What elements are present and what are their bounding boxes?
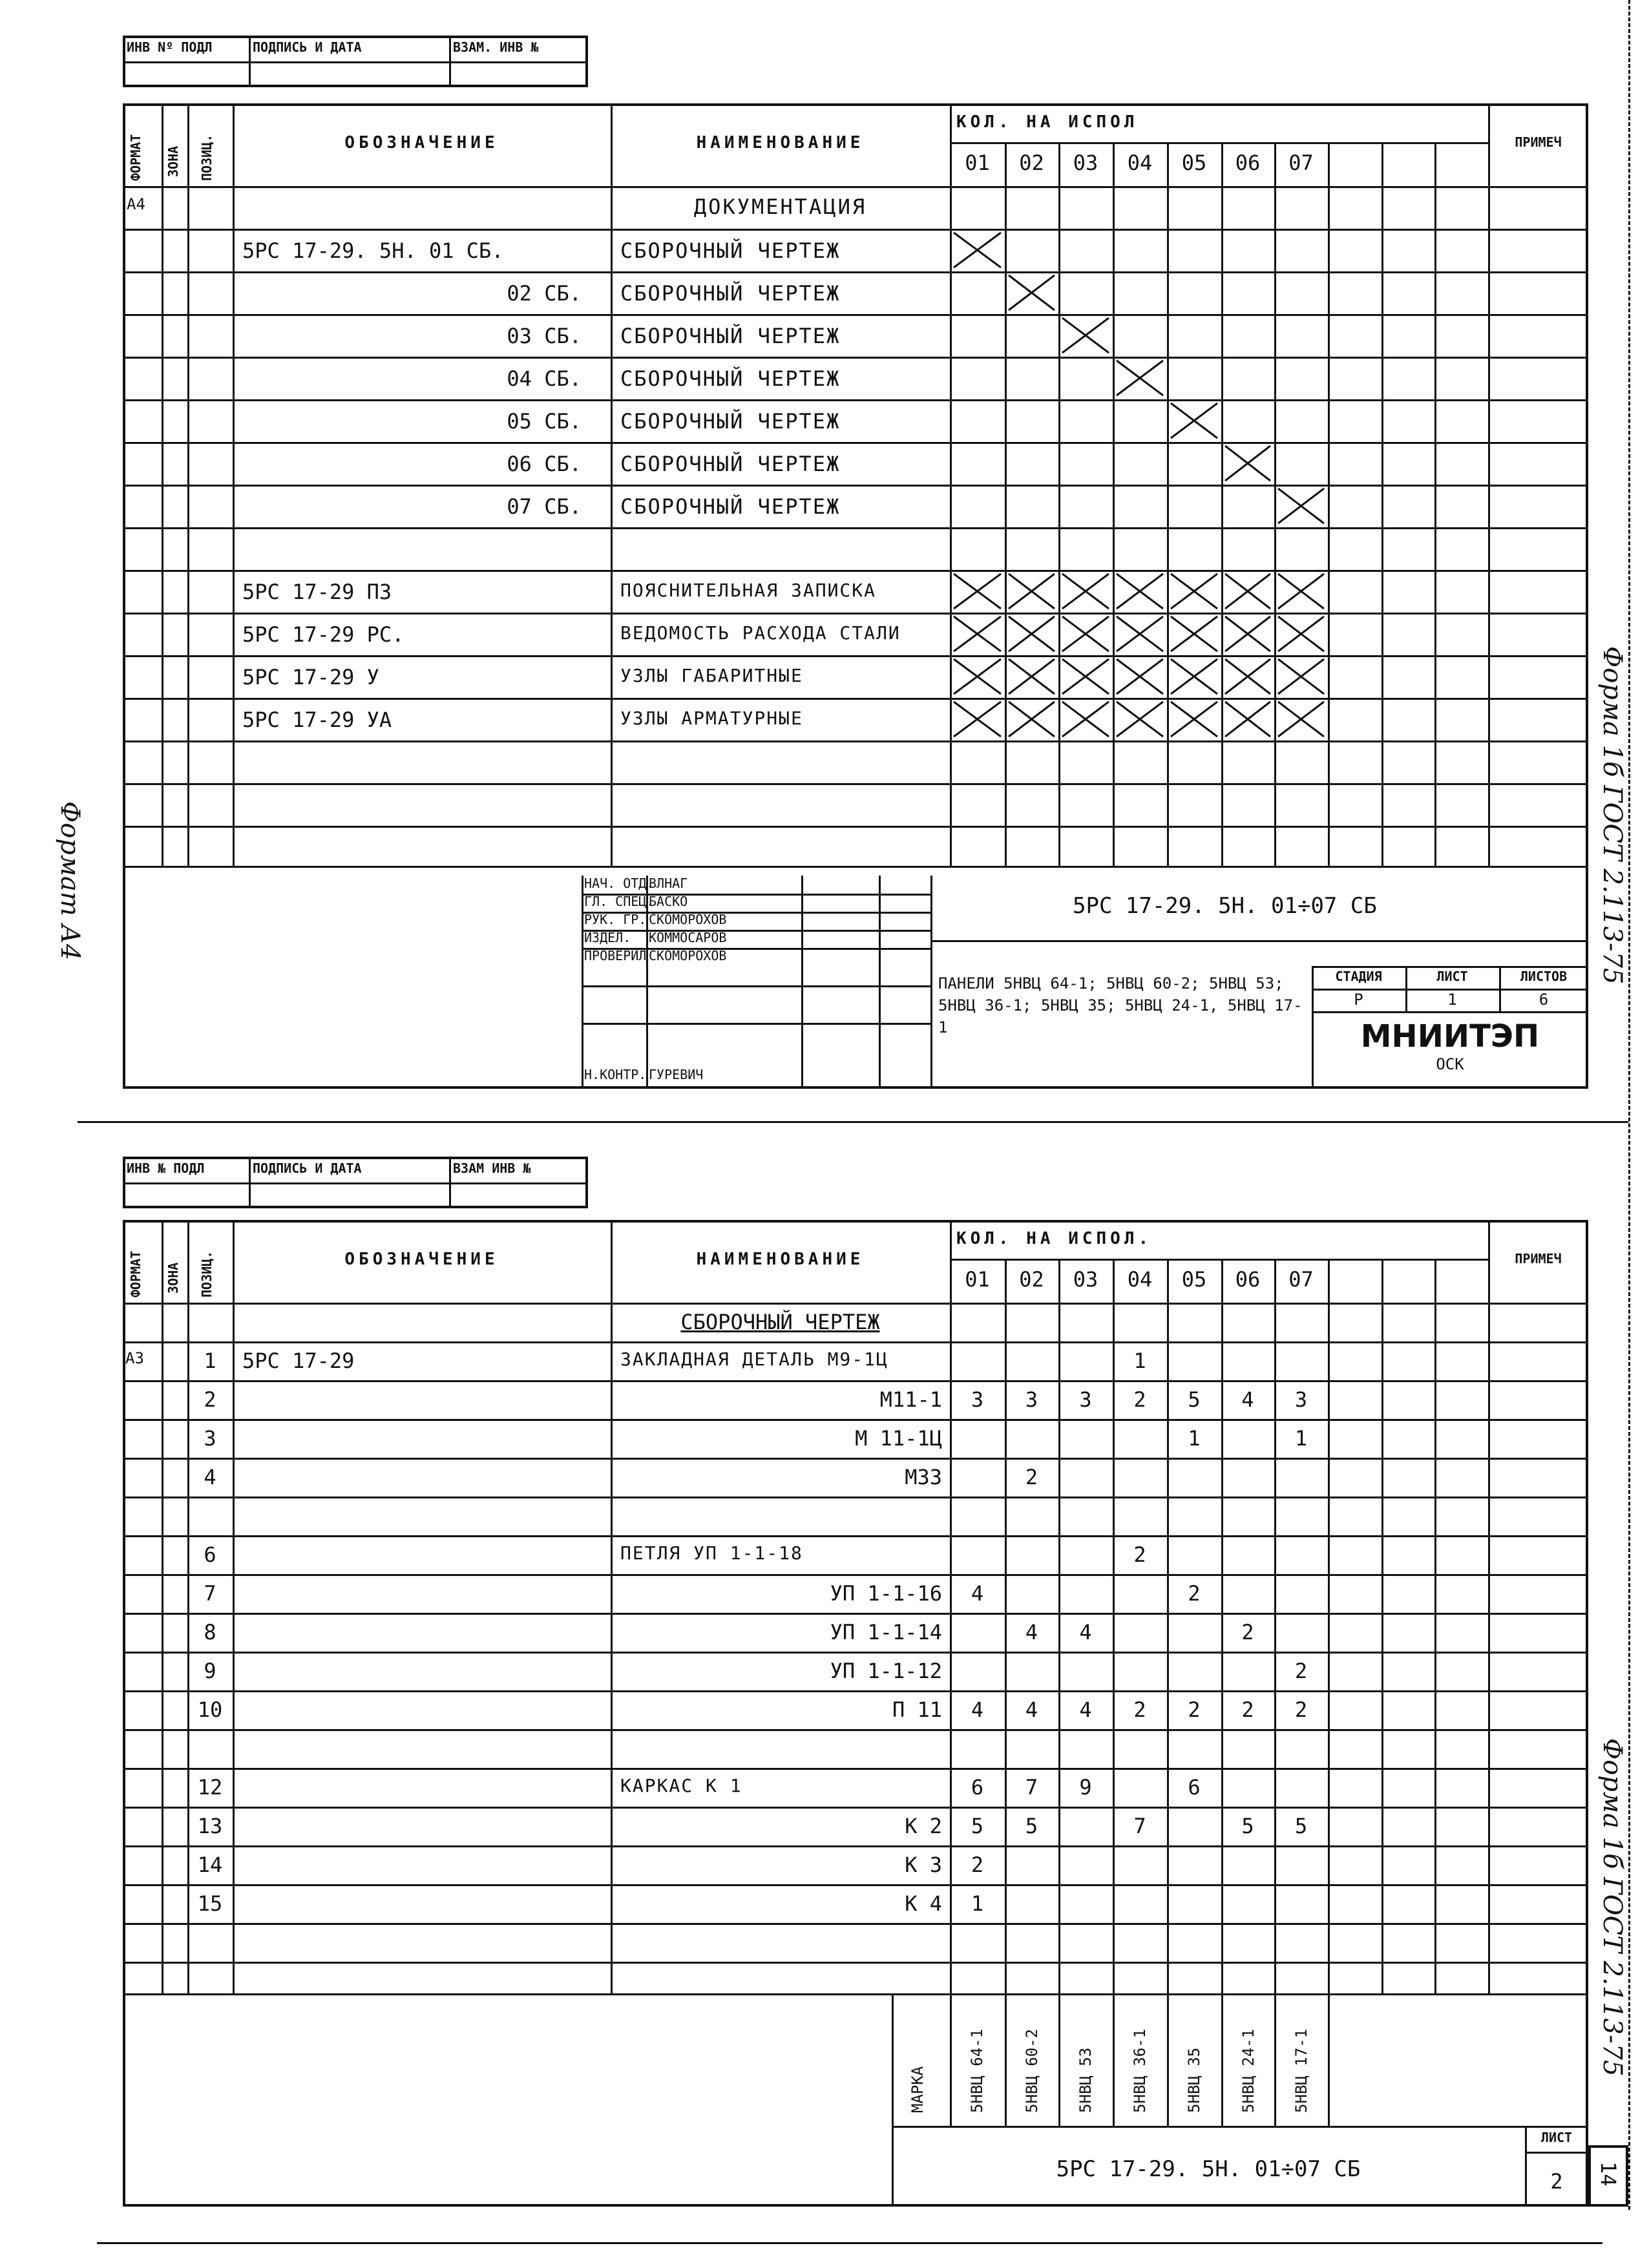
- grid-line: [582, 876, 583, 1089]
- stamp-role: НАЧ. ОТД.: [584, 876, 655, 891]
- grid-line: [1328, 142, 1330, 866]
- row-name: ПЕТЛЯ УП 1-1-18: [620, 1542, 803, 1564]
- stamp-name: ВЛНАГ: [649, 876, 688, 891]
- cross-mark: [1274, 698, 1328, 740]
- cross-mark: [950, 570, 1005, 613]
- stamp-name: ГУРЕВИЧ: [649, 1067, 704, 1082]
- grid-line: [1113, 142, 1115, 866]
- row-designation: 5РС 17-29 РС.: [242, 622, 404, 647]
- sheet-separator: [78, 1121, 1628, 1123]
- exec-col-02: 02: [1019, 1267, 1044, 1292]
- corner-inv-no: ИНВ № ПОДЛ: [127, 1160, 205, 1176]
- cross-mark: [1167, 399, 1221, 442]
- qty-cell: 5: [1188, 1387, 1201, 1412]
- exec-col-05: 05: [1181, 1267, 1207, 1292]
- qty-cell: 4: [1025, 1620, 1038, 1644]
- right-margin-line: [1628, 0, 1630, 2210]
- stamp-organization: МНИИТЭП: [1360, 1018, 1540, 1055]
- exec-col-03: 03: [1073, 1267, 1098, 1292]
- grid-line: [892, 1993, 894, 2126]
- cross-mark: [1005, 655, 1058, 698]
- header-designation: ОБОЗНАЧЕНИЕ: [344, 1250, 499, 1269]
- grid-line: [1058, 1993, 1060, 2126]
- stamp-line: [582, 985, 930, 987]
- row-designation: 03 СБ.: [507, 324, 582, 348]
- row-name: ЗАКЛАДНАЯ ДЕТАЛЬ М9-1Ц: [620, 1349, 888, 1370]
- stamp-role: ИЗДЕЛ.: [584, 930, 631, 945]
- header-position: ПОЗИЦ.: [199, 1250, 215, 1297]
- row-line: [123, 1652, 1588, 1654]
- qty-cell: 9: [1079, 1775, 1092, 1800]
- row-format: А3: [125, 1349, 144, 1367]
- qty-cell: 6: [971, 1775, 984, 1800]
- header-qty: КОЛ. НА ИСПОЛ.: [956, 1229, 1153, 1248]
- exec-col-02: 02: [1019, 151, 1044, 175]
- row-line: [123, 1419, 1588, 1421]
- qty-cell: 3: [1025, 1387, 1038, 1412]
- row-position: 1: [204, 1349, 216, 1373]
- page-number: 14: [1596, 2161, 1621, 2187]
- corner-replacement-inv: ВЗАМ. ИНВ №: [453, 39, 539, 55]
- row-designation: 04 СБ.: [507, 366, 582, 391]
- marka-2: 5НВЦ 60-2: [1023, 2028, 1041, 2113]
- row-designation: 5РС 17-29 ПЗ: [242, 580, 392, 604]
- row-line: [123, 613, 1588, 614]
- cross-mark: [1274, 485, 1328, 527]
- stamp-line: [582, 1023, 930, 1025]
- row-line: [123, 1729, 1588, 1731]
- qty-cell: 1: [971, 1891, 984, 1916]
- row-position: 13: [197, 1814, 223, 1838]
- row-position: 4: [204, 1465, 216, 1489]
- right-form-note-top: Форма 1б ГОСТ 2.113-75: [1597, 646, 1627, 985]
- qty-cell: 4: [1079, 1697, 1092, 1722]
- body-bottom-line: [123, 866, 1588, 868]
- grid-line: [611, 1220, 613, 1993]
- cross-mark: [1113, 570, 1167, 613]
- cross-mark: [1005, 698, 1058, 740]
- row-line: [123, 1923, 1588, 1925]
- row-name: УЗЛЫ ГАБАРИТНЫЕ: [620, 665, 803, 686]
- row-line: [123, 570, 1588, 572]
- row-name: УП 1-1-12: [830, 1659, 942, 1683]
- grid-line: [1058, 142, 1060, 866]
- grid-line: [801, 876, 803, 1089]
- exec-col-04: 04: [1127, 1267, 1153, 1292]
- exec-col-03: 03: [1073, 151, 1098, 175]
- grid-line: [930, 876, 932, 1089]
- cross-mark: [950, 698, 1005, 740]
- cross-mark: [1274, 613, 1328, 655]
- grid-line: [950, 1993, 952, 2126]
- row-name: К 3: [905, 1853, 942, 1877]
- grid-line: [1381, 142, 1383, 866]
- qty-cell: 2: [1241, 1697, 1254, 1722]
- marka-4: 5НВЦ 36-1: [1131, 2028, 1149, 2113]
- stamp-role: РУК. ГР.: [584, 912, 647, 927]
- bottom-sheet-label: ЛИСТ: [1540, 2130, 1573, 2145]
- corner-sign-date: ПОДПИСЬ И ДАТА: [253, 39, 362, 55]
- qty-cell: 4: [1241, 1387, 1254, 1412]
- cross-mark: [1221, 442, 1274, 485]
- row-position: 9: [204, 1659, 216, 1683]
- header-note: ПРИМЕЧ: [1515, 1251, 1562, 1266]
- stamp-organization-sub: ОСК: [1436, 1055, 1464, 1073]
- row-line: [123, 1807, 1588, 1809]
- row-line: [123, 1845, 1588, 1847]
- grid-line: [1434, 142, 1436, 866]
- stamp-description: ПАНЕЛИ 5НВЦ 64-1; 5НВЦ 60-2; 5НВЦ 53; 5НВЦ 36-1; 5НВЦ 35; 5НВЦ 24-1, 5НВЦ 17-1: [938, 974, 1303, 1036]
- exec-col-01: 01: [965, 151, 990, 175]
- row-designation: 5РС 17-29. 5Н. 01 СБ.: [242, 238, 504, 263]
- corner-sign-date: ПОДПИСЬ И ДАТА: [253, 1160, 362, 1176]
- row-name: КАРКАС К 1: [620, 1775, 742, 1796]
- cross-mark: [1221, 655, 1274, 698]
- row-position: 12: [197, 1775, 223, 1800]
- stamp-role: Н.КОНТР.: [584, 1067, 647, 1082]
- right-form-note-bottom: Форма 1б ГОСТ 2.113-75: [1597, 1738, 1627, 2077]
- row-name: СБОРОЧНЫЙ ЧЕРТЕЖ: [620, 281, 841, 306]
- page-bottom-line: [97, 2242, 1602, 2244]
- stamp-sheets-label: ЛИСТОВ: [1520, 969, 1568, 984]
- row-name: СБОРОЧНЫЙ ЧЕРТЕЖ: [620, 324, 841, 348]
- grid-line: [123, 1182, 588, 1184]
- cross-mark: [1167, 698, 1221, 740]
- qty-cell: 2: [1133, 1697, 1146, 1722]
- row-position: 2: [204, 1387, 216, 1412]
- row-position: 3: [204, 1426, 216, 1451]
- row-line: [123, 442, 1588, 444]
- sheet-label-line: [1525, 2152, 1588, 2154]
- row-designation: 07 СБ.: [507, 494, 582, 519]
- row-name: М11-1: [879, 1387, 942, 1412]
- qty-cell: 5: [971, 1814, 984, 1838]
- qty-cell: 1: [1294, 1426, 1308, 1451]
- header-format: ФОРМАТ: [128, 1250, 143, 1297]
- qty-cell: 7: [1133, 1814, 1146, 1838]
- exec-col-05: 05: [1181, 151, 1207, 175]
- bottom-sheet-number: 2: [1550, 2169, 1563, 2194]
- row-name: СБОРОЧНЫЙ ЧЕРТЕЖ: [620, 238, 841, 263]
- header-name: НАИМЕНОВАНИЕ: [696, 1250, 865, 1269]
- grid-line: [187, 1220, 189, 1993]
- row-position: 8: [204, 1620, 216, 1644]
- header-qty: КОЛ. НА ИСПОЛ: [956, 112, 1139, 132]
- stamp-sheet-label: ЛИСТ: [1436, 969, 1468, 984]
- exec-col-06: 06: [1235, 151, 1261, 175]
- grid-line: [1005, 1993, 1007, 2126]
- cross-mark: [1058, 698, 1113, 740]
- row-line: [123, 783, 1588, 785]
- row-name: М 11-1Ц: [855, 1426, 942, 1451]
- row-name: К 2: [905, 1814, 942, 1838]
- row-line: [123, 1535, 1588, 1537]
- qty-cell: 2: [1294, 1659, 1308, 1683]
- marka-1: 5НВЦ 64-1: [968, 2028, 986, 2113]
- stamp-line: [1312, 966, 1588, 968]
- row-designation: 02 СБ.: [507, 281, 582, 306]
- qty-cell: 2: [1241, 1620, 1254, 1644]
- row-line: [123, 1341, 1588, 1343]
- grid-line: [162, 1220, 163, 1993]
- qty-cell: 2: [971, 1853, 984, 1877]
- row-name: СБОРОЧНЫЙ ЧЕРТЕЖ: [620, 409, 841, 434]
- qty-cell: 4: [1079, 1620, 1092, 1644]
- row-line: [123, 826, 1588, 828]
- grid-line: [1005, 142, 1007, 866]
- marka-6: 5НВЦ 24-1: [1239, 2028, 1257, 2113]
- cross-mark: [1113, 655, 1167, 698]
- stamp-name: СКОМОРОХОВ: [649, 948, 727, 963]
- qty-cell: 2: [1133, 1387, 1146, 1412]
- qty-cell: 2: [1133, 1542, 1146, 1567]
- header-designation: ОБОЗНАЧЕНИЕ: [344, 133, 499, 152]
- marka-3: 5НВЦ 53: [1077, 2047, 1095, 2113]
- grid-line: [1167, 142, 1169, 866]
- row-designation: 06 СБ.: [507, 452, 582, 476]
- row-name: СБОРОЧНЫЙ ЧЕРТЕЖ: [620, 494, 841, 519]
- header-mid-line: [950, 142, 1488, 144]
- marka-5: 5НВЦ 35: [1185, 2047, 1203, 2113]
- grid-line: [233, 1220, 235, 1993]
- row-name: ПОЯСНИТЕЛЬНАЯ ЗАПИСКА: [620, 580, 877, 601]
- row-line: [123, 314, 1588, 316]
- row-line: [123, 1458, 1588, 1460]
- row-line: [123, 1380, 1588, 1382]
- stamp-stage: Р: [1354, 991, 1363, 1009]
- row-line: [123, 1496, 1588, 1498]
- stamp-stage-label: СТАДИЯ: [1335, 969, 1382, 984]
- qty-cell: 3: [1294, 1387, 1308, 1412]
- stamp-line: [582, 930, 930, 932]
- row-name: СБОРОЧНЫЙ ЧЕРТЕЖ: [620, 366, 841, 391]
- row-line: [123, 399, 1588, 401]
- cross-mark: [1005, 570, 1058, 613]
- qty-cell: 5: [1294, 1814, 1308, 1838]
- row-name: К 4: [905, 1891, 942, 1916]
- row-line: [123, 1884, 1588, 1886]
- qty-cell: 6: [1188, 1775, 1201, 1800]
- qty-cell: 3: [971, 1387, 984, 1412]
- cross-mark: [950, 655, 1005, 698]
- row-position: 15: [197, 1891, 223, 1916]
- qty-cell: 3: [1079, 1387, 1092, 1412]
- header-position: ПОЗИЦ.: [199, 134, 215, 181]
- stamp-doc-code: 5РС 17-29. 5Н. 01÷07 СБ: [1073, 893, 1377, 919]
- cross-mark: [950, 613, 1005, 655]
- qty-cell: 4: [971, 1581, 984, 1606]
- cross-mark: [950, 229, 1005, 271]
- row-line: [123, 485, 1588, 487]
- row-name: УЗЛЫ АРМАТУРНЫЕ: [620, 708, 803, 729]
- qty-cell: 2: [1294, 1697, 1308, 1722]
- qty-cell: 5: [1025, 1814, 1038, 1838]
- cross-mark: [1274, 570, 1328, 613]
- header-mid-line: [950, 1259, 1488, 1261]
- row-designation: 5РС 17-29: [242, 1349, 355, 1373]
- header-zone: ЗОНА: [165, 145, 181, 177]
- marka-label: МАРКА: [909, 2066, 927, 2113]
- row-line: [123, 527, 1588, 529]
- exec-col-01: 01: [965, 1267, 990, 1292]
- row-name: СБОРОЧНЫЙ ЧЕРТЕЖ: [620, 452, 841, 476]
- row-line: [123, 1962, 1588, 1964]
- grid-line: [1274, 1259, 1276, 1993]
- row-position: 14: [197, 1853, 223, 1877]
- grid-line: [249, 1157, 251, 1208]
- grid-line: [879, 876, 881, 1089]
- qty-cell: 1: [1133, 1349, 1146, 1373]
- grid-line: [950, 1220, 952, 1993]
- exec-col-07: 07: [1288, 1267, 1314, 1292]
- marka-7: 5НВЦ 17-1: [1292, 2028, 1310, 2113]
- row-name: М33: [905, 1465, 942, 1489]
- corner-inv-no: ИНВ Nº ПОДЛ: [127, 39, 213, 55]
- header-format: ФОРМАТ: [128, 134, 143, 181]
- header-note: ПРИМЕЧ: [1515, 134, 1562, 150]
- cross-mark: [1221, 698, 1274, 740]
- left-format-note: Формат А4: [55, 801, 85, 961]
- section-title: ДОКУМЕНТАЦИЯ: [693, 194, 867, 219]
- grid-line: [1488, 1220, 1490, 1993]
- stamp-name: БАСКО: [649, 894, 688, 909]
- qty-cell: 2: [1025, 1465, 1038, 1489]
- stamp-line: [930, 940, 1588, 942]
- cross-mark: [1058, 570, 1113, 613]
- cross-mark: [1167, 655, 1221, 698]
- grid-line: [449, 1157, 451, 1208]
- cross-mark: [1058, 613, 1113, 655]
- row-position: 6: [204, 1542, 216, 1567]
- cross-mark: [1005, 271, 1058, 314]
- row-designation: 05 СБ.: [507, 409, 582, 434]
- row-name: УП 1-1-14: [830, 1620, 942, 1644]
- cross-mark: [1221, 613, 1274, 655]
- grid-line: [1221, 1993, 1223, 2126]
- qty-cell: 4: [1025, 1697, 1038, 1722]
- row-name: УП 1-1-16: [830, 1581, 942, 1606]
- grid-line: [1221, 142, 1223, 866]
- row-line: [123, 1690, 1588, 1692]
- cross-mark: [1005, 613, 1058, 655]
- row-format: А4: [127, 195, 145, 213]
- header-bottom-line: [123, 186, 1588, 188]
- section-title: СБОРОЧНЫЙ ЧЕРТЕЖ: [680, 1310, 880, 1334]
- exec-col-04: 04: [1127, 151, 1153, 175]
- qty-cell: 4: [971, 1697, 984, 1722]
- row-designation: 5РС 17-29 У: [242, 665, 379, 689]
- cross-mark: [1058, 655, 1113, 698]
- row-line: [123, 271, 1588, 273]
- grid-line: [1167, 1259, 1169, 1993]
- grid-line: [1274, 1993, 1276, 2126]
- qty-cell: 2: [1188, 1697, 1201, 1722]
- stamp-role: ГЛ. СПЕЦ.: [584, 894, 655, 909]
- row-designation: 5РС 17-29 УА: [242, 708, 392, 732]
- cross-mark: [1274, 655, 1328, 698]
- row-line: [123, 698, 1588, 700]
- row-line: [123, 357, 1588, 359]
- row-name: П 11: [892, 1697, 942, 1722]
- qty-cell: 2: [1188, 1581, 1201, 1606]
- bottom-doc-code: 5РС 17-29. 5Н. 01÷07 СБ: [1056, 2156, 1361, 2182]
- grid-line: [1328, 1259, 1330, 1993]
- grid-line: [1167, 1993, 1169, 2126]
- qty-cell: 1: [1188, 1426, 1201, 1451]
- stamp-name: СКОМОРОХОВ: [649, 912, 727, 927]
- corner-replacement-inv: ВЗАМ ИНВ №: [453, 1160, 531, 1176]
- grid-line: [249, 36, 251, 87]
- body-bottom-line: [123, 1993, 1588, 1995]
- grid-line: [1434, 1259, 1436, 1993]
- exec-col-07: 07: [1288, 151, 1314, 175]
- row-line: [123, 229, 1588, 231]
- row-line: [123, 1613, 1588, 1615]
- cross-mark: [1221, 570, 1274, 613]
- row-position: 7: [204, 1581, 216, 1606]
- grid-line: [1113, 1993, 1115, 2126]
- header-zone: ЗОНА: [165, 1262, 181, 1294]
- row-line: [123, 740, 1588, 742]
- cross-mark: [1113, 613, 1167, 655]
- stamp-name: КОММОСАРОВ: [649, 930, 727, 945]
- cross-mark: [1058, 314, 1113, 357]
- grid-line: [1381, 1259, 1383, 1993]
- qty-cell: 5: [1241, 1814, 1254, 1838]
- header-name: НАИМЕНОВАНИЕ: [696, 133, 865, 152]
- qty-cell: 7: [1025, 1775, 1038, 1800]
- cross-mark: [1167, 613, 1221, 655]
- row-line: [123, 1768, 1588, 1770]
- row-name: ВЕДОМОСТЬ РАСХОДА СТАЛИ: [620, 622, 901, 644]
- exec-col-06: 06: [1235, 1267, 1261, 1292]
- row-line: [123, 655, 1588, 657]
- stamp-role: ПРОВЕРИЛ: [584, 948, 647, 963]
- stamp-sheet: 1: [1447, 991, 1457, 1009]
- cross-mark: [1113, 357, 1167, 399]
- grid-line: [1328, 1993, 1330, 2126]
- stamp-sheets: 6: [1539, 991, 1549, 1009]
- row-line: [123, 1574, 1588, 1576]
- stamp-line: [1312, 1011, 1588, 1013]
- grid-line: [123, 61, 588, 63]
- marka-bottom-line: [892, 2126, 1588, 2128]
- header-bottom-line: [123, 1303, 1588, 1305]
- cross-mark: [1113, 698, 1167, 740]
- row-position: 10: [197, 1697, 223, 1722]
- cross-mark: [1167, 570, 1221, 613]
- grid-line: [449, 36, 451, 87]
